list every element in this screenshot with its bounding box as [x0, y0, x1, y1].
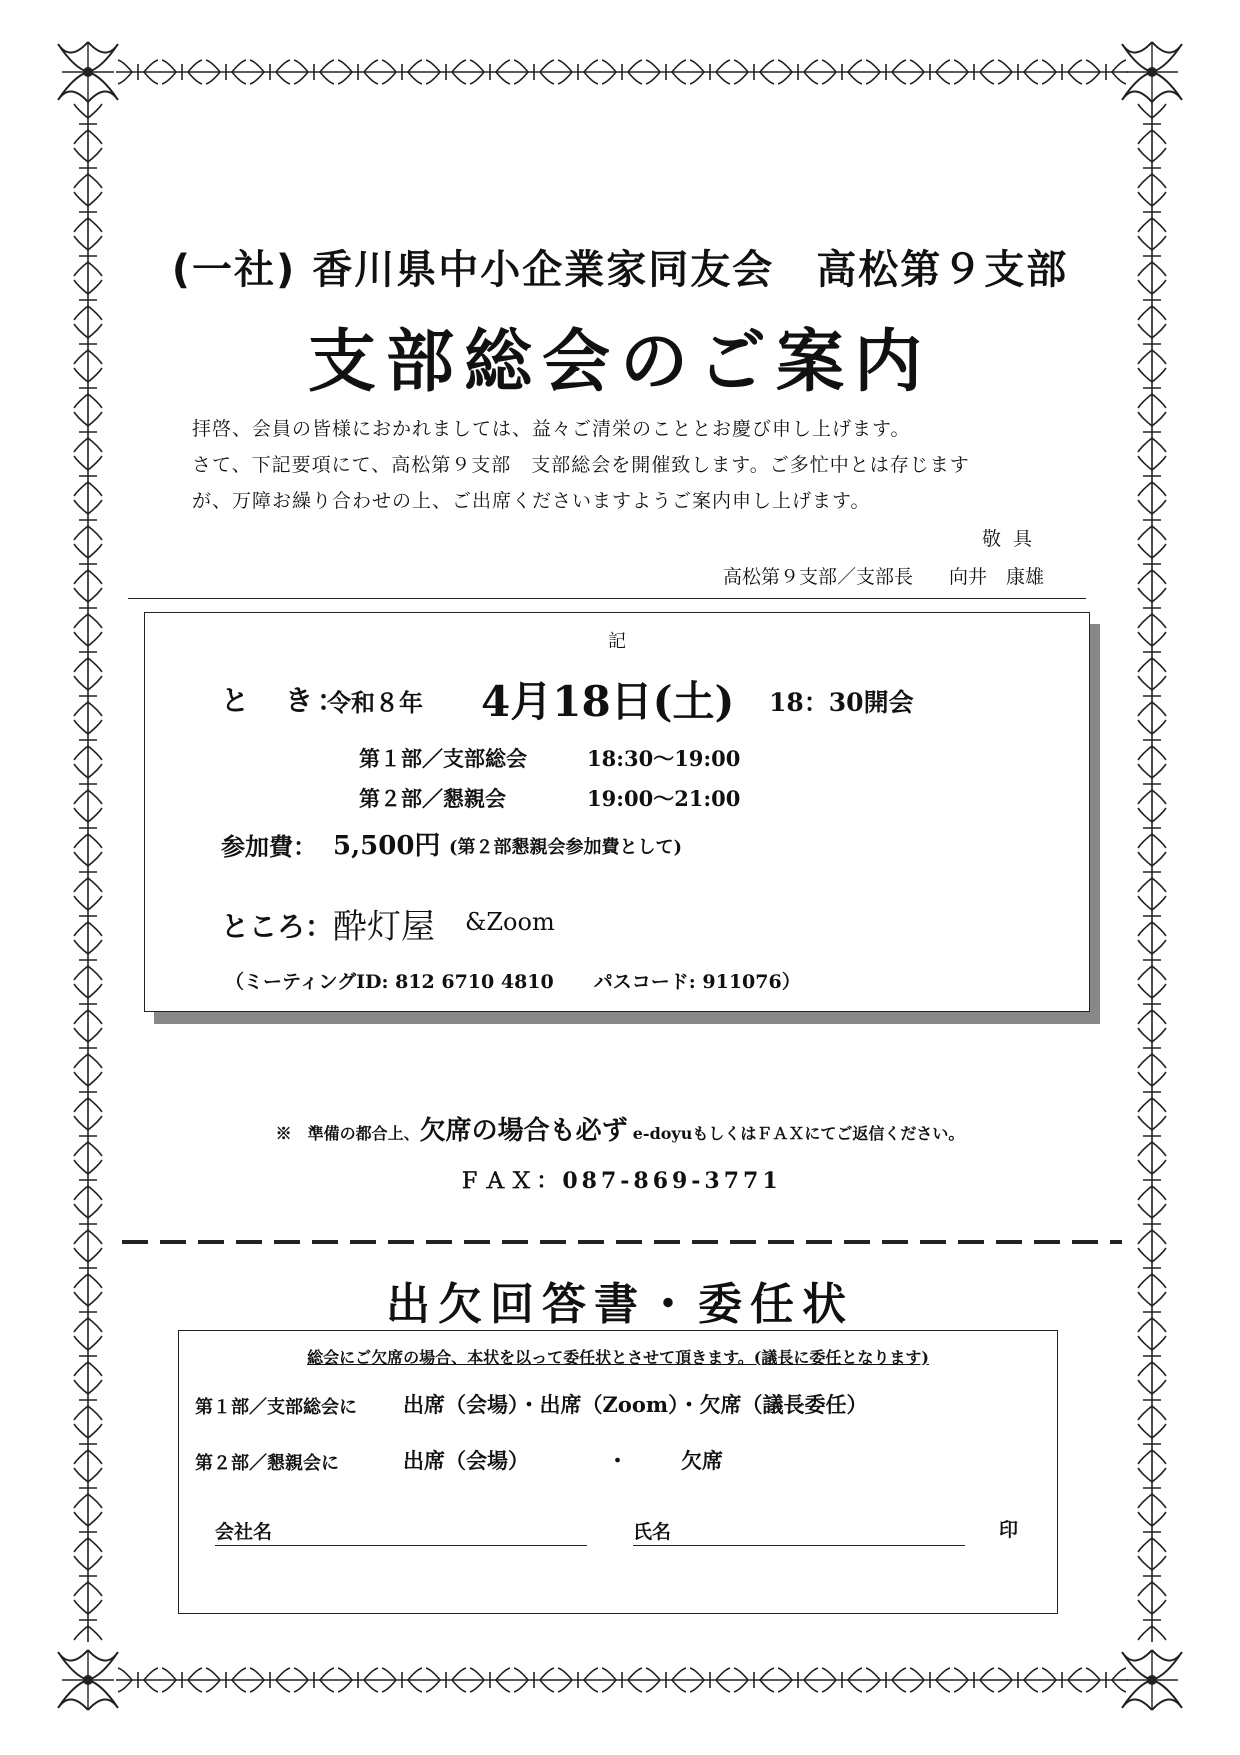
date-label: と き： [221, 684, 350, 717]
border-motif [908, 60, 952, 84]
border-motif [688, 1668, 732, 1692]
border-motif [74, 1510, 102, 1554]
border-motif [74, 894, 102, 938]
part-1-time: 18:30～19:00 [587, 746, 741, 771]
border-motif [1138, 146, 1166, 190]
row2-option-attend[interactable]: 出席（会場） [403, 1448, 529, 1473]
border-motif [74, 982, 102, 1026]
border-motif [1138, 1422, 1166, 1466]
fax-number: ＦＡＸ：087-869-3771 [458, 1168, 782, 1194]
border-motif [74, 454, 102, 498]
border-motif [732, 60, 776, 84]
border-motif [1138, 542, 1166, 586]
border-motif [74, 674, 102, 718]
border-motif [74, 498, 102, 542]
border-motif [116, 1668, 160, 1692]
border-motif [424, 1668, 468, 1692]
border-motif [1138, 1070, 1166, 1114]
greeting-line-1: 拝啓、会員の皆様におかれましては、益々ご清栄のこととお慶び申し上げます。 [192, 418, 911, 440]
border-motif [1138, 850, 1166, 894]
border-motif [160, 1668, 204, 1692]
cut-line [122, 1240, 1122, 1244]
row1-label: 第１部／支部総会に [195, 1397, 357, 1418]
border-motif [74, 1554, 102, 1598]
notice-emphasis: 欠席の場合も必ず [419, 1116, 628, 1146]
closing-keigu: 敬具 [981, 528, 1044, 550]
border-motif [468, 60, 512, 84]
border-corner-ornament [58, 42, 118, 102]
border-motif [952, 1668, 996, 1692]
border-motif [468, 1668, 512, 1692]
border-motif [600, 60, 644, 84]
row1-options[interactable]: 出席（会場）・出席（Zoom）・欠席（議長委任） [403, 1392, 868, 1417]
place-value: 酔灯屋 [333, 907, 435, 947]
border-motif [1138, 102, 1166, 146]
signer-role: 高松第９支部／支部長 [722, 566, 913, 588]
border-motif [512, 1668, 556, 1692]
passcode: パスコード: 911076） [593, 971, 801, 993]
border-motif [248, 1668, 292, 1692]
reply-form [178, 1330, 1058, 1614]
border-motif [248, 60, 292, 84]
border-motif [1138, 674, 1166, 718]
border-motif [820, 1668, 864, 1692]
border-motif [556, 1668, 600, 1692]
border-motif [1138, 982, 1166, 1026]
part-2-label: 第２部／懇親会 [359, 786, 506, 811]
border-motif [952, 60, 996, 84]
border-motif [74, 1378, 102, 1422]
zoom-meeting-info [225, 967, 801, 994]
fee-note: (第２部懇親会参加費として) [449, 837, 683, 858]
border-motif [74, 1334, 102, 1378]
divider [128, 598, 1086, 599]
form-note: 総会にご欠席の場合、本状を以って委任状とさせて頂きます。(議長に委任となります) [307, 1348, 929, 1367]
border-motif [74, 1422, 102, 1466]
border-motif [74, 1202, 102, 1246]
border-motif [424, 60, 468, 84]
fee-label: 参加費： [221, 832, 317, 861]
border-motif [820, 60, 864, 84]
border-motif [1138, 1598, 1166, 1642]
border-motif [1138, 586, 1166, 630]
border-motif [116, 60, 160, 84]
date-year: 令和８年 [327, 688, 423, 717]
part-1 [359, 743, 741, 773]
details-box [144, 612, 1090, 1012]
place-label: ところ： [221, 910, 334, 943]
border-motif [1138, 1466, 1166, 1510]
notice-suffix: e-doyuもしくはＦＡＸにてご返信ください。 [632, 1124, 965, 1143]
border-motif [292, 60, 336, 84]
border-motif [1084, 60, 1128, 84]
border-motif [292, 1668, 336, 1692]
border-motif [732, 1668, 776, 1692]
fee-value: 5,500円 [333, 831, 441, 861]
border-motif [1040, 60, 1084, 84]
greeting-line-3: が、万障お繰り合わせの上、ご出席くださいますようご案内申し上げます。 [192, 490, 871, 512]
border-motif [688, 60, 732, 84]
border-motif [1138, 630, 1166, 674]
place-zoom: &Zoom [465, 908, 555, 936]
border-motif [74, 718, 102, 762]
signer [723, 562, 1044, 589]
border-motif [74, 1070, 102, 1114]
border-motif [74, 630, 102, 674]
border-motif [380, 60, 424, 84]
part-2 [359, 783, 741, 813]
border-motif [74, 806, 102, 850]
border-corner-ornament [1122, 1650, 1182, 1710]
ki-heading: 記 [608, 631, 626, 652]
border-motif [512, 60, 556, 84]
border-motif [1138, 718, 1166, 762]
open-time: 18：30開会 [769, 688, 914, 717]
border-motif [1138, 498, 1166, 542]
border-motif [644, 60, 688, 84]
border-motif [864, 1668, 908, 1692]
part-2-time: 19:00～21:00 [587, 786, 741, 811]
row2-label: 第２部／懇親会に [195, 1453, 339, 1474]
border-motif [74, 410, 102, 454]
row2-separator: ・ [607, 1448, 628, 1473]
border-motif [864, 60, 908, 84]
name-label: 氏名 [633, 1521, 672, 1543]
company-input-line[interactable] [215, 1545, 587, 1546]
border-corner-ornament [58, 1650, 118, 1710]
border-motif [336, 60, 380, 84]
signer-name: 向井 康雄 [948, 566, 1044, 588]
border-motif [74, 762, 102, 806]
border-motif [1040, 1668, 1084, 1692]
border-motif [380, 1668, 424, 1692]
border-motif [74, 1598, 102, 1642]
greeting-line-2: さて、下記要項にて、高松第９支部 支部総会を開催致します。ご多忙中とは存じます [192, 454, 970, 476]
date-value: 4月18日(土) [481, 677, 735, 726]
border-motif [996, 60, 1040, 84]
border-motif [776, 60, 820, 84]
border-motif [1138, 454, 1166, 498]
border-motif [74, 542, 102, 586]
border-motif [1084, 1668, 1128, 1692]
company-label: 会社名 [215, 1521, 273, 1543]
row2-option-absent[interactable]: 欠席 [681, 1448, 723, 1473]
border-motif [74, 1466, 102, 1510]
border-motif [1138, 938, 1166, 982]
border-motif [1138, 762, 1166, 806]
border-motif [1138, 1554, 1166, 1598]
border-motif [74, 1026, 102, 1070]
page-title: 支部総会のご案内 [307, 322, 932, 402]
border-motif [336, 1668, 380, 1692]
border-corner-ornament [1122, 42, 1182, 102]
border-motif [74, 146, 102, 190]
border-motif [160, 60, 204, 84]
border-motif [600, 1668, 644, 1692]
notice-prefix: ※ 準備の都合上、 [275, 1124, 420, 1143]
form-title: 出欠回答書・委任状 [386, 1279, 854, 1330]
name-input-line[interactable] [633, 1545, 965, 1546]
border-motif [1138, 1510, 1166, 1554]
border-motif [556, 60, 600, 84]
border-motif [1138, 190, 1166, 234]
border-motif [1138, 1334, 1166, 1378]
border-motif [74, 190, 102, 234]
border-motif [776, 1668, 820, 1692]
border-motif [204, 60, 248, 84]
border-motif [74, 102, 102, 146]
border-motif [1138, 410, 1166, 454]
border-motif [1138, 1026, 1166, 1070]
meeting-id: （ミーティングID: 812 6710 4810 [225, 971, 554, 993]
border-motif [1138, 1202, 1166, 1246]
part-1-label: 第１部／支部総会 [359, 746, 527, 771]
border-motif [1138, 806, 1166, 850]
border-motif [644, 1668, 688, 1692]
absence-notice [0, 1110, 1240, 1147]
seal-label: 印 [999, 1519, 1019, 1541]
border-motif [996, 1668, 1040, 1692]
border-motif [1138, 894, 1166, 938]
border-motif [204, 1668, 248, 1692]
border-motif [74, 938, 102, 982]
border-motif [908, 1668, 952, 1692]
organization-title: (一社) 香川県中小企業家同友会 高松第９支部 [171, 247, 1069, 293]
border-motif [74, 586, 102, 630]
border-motif [74, 850, 102, 894]
border-motif [1138, 1378, 1166, 1422]
